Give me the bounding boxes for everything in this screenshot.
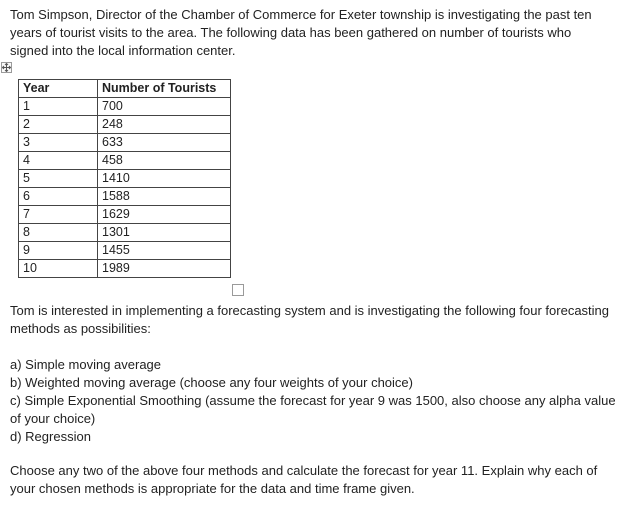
table-row — [19, 98, 231, 116]
tourist-table — [18, 79, 231, 278]
cell-year: 7 — [19, 206, 98, 224]
cell-tourists: 1301 — [98, 224, 231, 242]
table-row — [19, 152, 231, 170]
cell-tourists: 700 — [98, 98, 231, 116]
document — [10, 6, 630, 60]
cell-tourists: 1588 — [98, 188, 231, 206]
cell-year: 1 — [19, 98, 98, 116]
intro-paragraph: Tom Simpson, Director of the Chamber of Commerce for Exeter township is investigating the past ten years of tourist visits to the area. The following data has been gathered on number of tourists who signed into the local information center. — [10, 7, 592, 58]
table-row — [19, 170, 231, 188]
table-row — [19, 188, 231, 206]
table-row — [19, 134, 231, 152]
cell-year: 10 — [19, 260, 98, 278]
list-item: a) Simple moving average — [10, 357, 162, 372]
table-row — [19, 242, 231, 260]
list-item: b) Weighted moving average (choose any four weights of your choice) — [10, 375, 413, 390]
forecast-intro-paragraph: Tom is interested in implementing a forecasting system and is investigating the following four forecasting methods as possibilities: — [10, 303, 610, 336]
cell-year: 9 — [19, 242, 98, 260]
cell-year: 8 — [19, 224, 98, 242]
cell-year: 3 — [19, 134, 98, 152]
cell-tourists: 1989 — [98, 260, 231, 278]
cell-year: 5 — [19, 170, 98, 188]
table-header-row — [19, 80, 231, 98]
cell-year: 2 — [19, 116, 98, 134]
move-cross-icon[interactable] — [1, 62, 12, 73]
header-number-of-tourists: Number of Tourists — [98, 80, 231, 98]
cell-year: 4 — [19, 152, 98, 170]
header-year: Year — [19, 80, 98, 98]
cell-tourists: 458 — [98, 152, 231, 170]
instruction-paragraph: Choose any two of the above four methods and calculate the forecast for year 11. Explain why each of your chosen methods is appropriate for the data and time frame given. — [10, 463, 598, 496]
cell-tourists: 1629 — [98, 206, 231, 224]
cell-tourists: 1455 — [98, 242, 231, 260]
resize-square-icon[interactable] — [232, 284, 244, 296]
table-row — [19, 260, 231, 278]
table-row — [19, 116, 231, 134]
cell-year: 6 — [19, 188, 98, 206]
cell-tourists: 1410 — [98, 170, 231, 188]
list-item: d) Regression — [10, 429, 91, 444]
cell-tourists: 633 — [98, 134, 231, 152]
list-item: c) Simple Exponential Smoothing (assume the forecast for year 9 was 1500, also choose any alpha value of your choice) — [10, 393, 616, 426]
cell-tourists: 248 — [98, 116, 231, 134]
table-row — [19, 224, 231, 242]
methods-list — [10, 356, 620, 446]
table-row — [19, 206, 231, 224]
